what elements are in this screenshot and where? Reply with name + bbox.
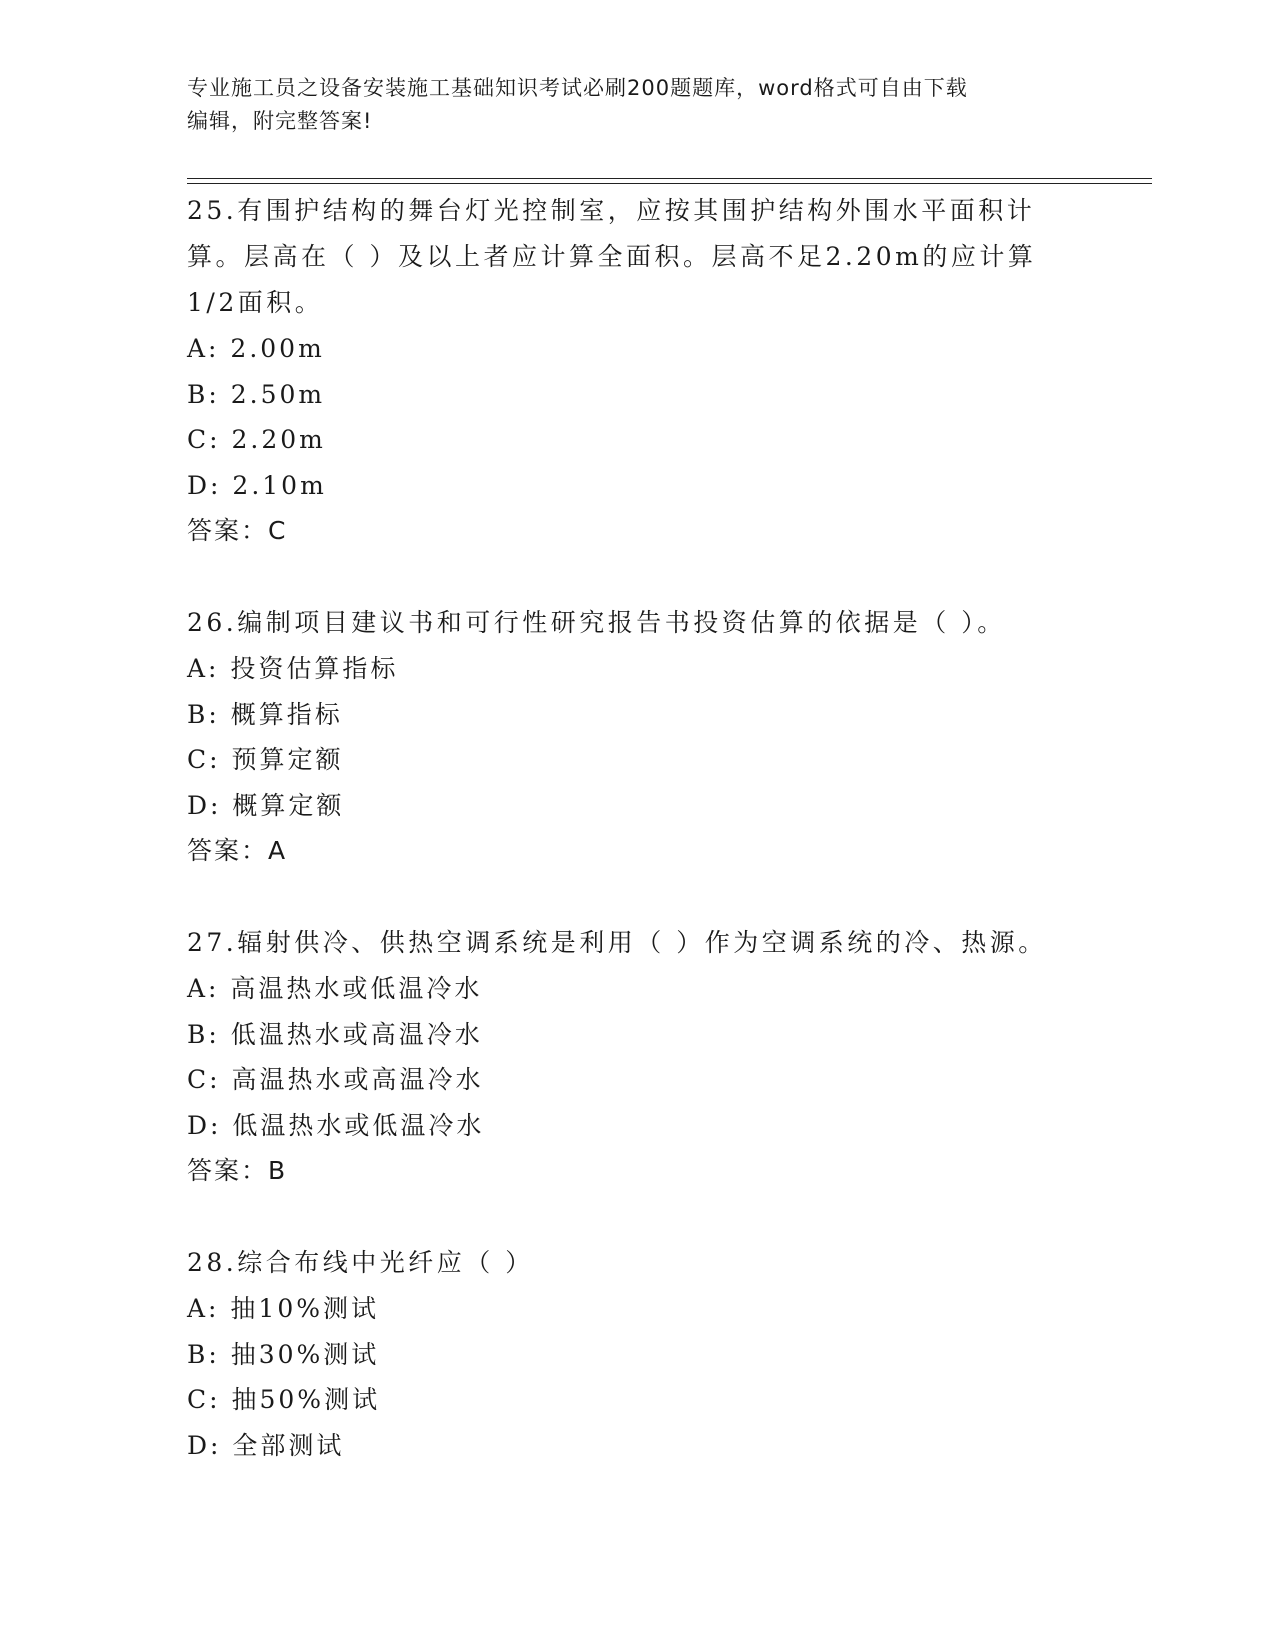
document-header [187,72,1067,138]
answer-line: 答案：A [187,836,288,865]
option-d: D: 全部测试 [187,1430,345,1460]
option-a: A: 2.00m [187,334,325,363]
option-d: D: 低温热水或低温冷水 [187,1110,485,1140]
question-26 [187,600,1087,874]
option-b: B: 概算指标 [187,699,343,729]
option-a: A: 抽10%测试 [187,1294,379,1323]
question-stem: 26.编制项目建议书和可行性研究报告书投资估算的依据是（ ）。 [187,608,1006,637]
question-27 [187,920,1087,1194]
option-b: B: 低温热水或高温冷水 [187,1019,483,1049]
option-c: C: 高温热水或高温冷水 [187,1065,484,1094]
option-d: D: 概算定额 [187,790,345,820]
question-25 [187,188,1087,554]
option-c: C: 2.20m [187,425,326,454]
question-list [187,188,1087,1514]
header-divider-bottom [187,183,1152,184]
option-b: B: 抽30%测试 [187,1339,380,1369]
question-stem: 27.辐射供冷、供热空调系统是利用（ ）作为空调系统的冷、热源。 [187,928,1047,957]
header-divider-top [187,178,1152,179]
option-d: D: 2.10m [187,470,327,500]
option-c: C: 抽50%测试 [187,1385,381,1414]
option-b: B: 2.50m [187,379,326,409]
option-a: A: 高温热水或低温冷水 [187,974,483,1003]
option-a: A: 投资估算指标 [187,654,399,683]
header-title-line1: 专业施工员之设备安装施工基础知识考试必刷200题题库，word格式可自由下载 [187,76,968,100]
header-title-line2: 编辑，附完整答案! [187,109,373,133]
option-c: C: 预算定额 [187,745,344,774]
question-28 [187,1240,1087,1468]
question-stem: 28.综合布线中光纤应（ ） [187,1248,534,1277]
answer-line: 答案：B [187,1156,288,1185]
answer-line: 答案：C [187,516,288,545]
question-stem: 25.有围护结构的舞台灯光控制室，应按其围护结构外围水平面积计算。层高在（ ）及以上者应计算全面积。层高不足2.20m的应计算1/2面积。 [187,196,1037,317]
